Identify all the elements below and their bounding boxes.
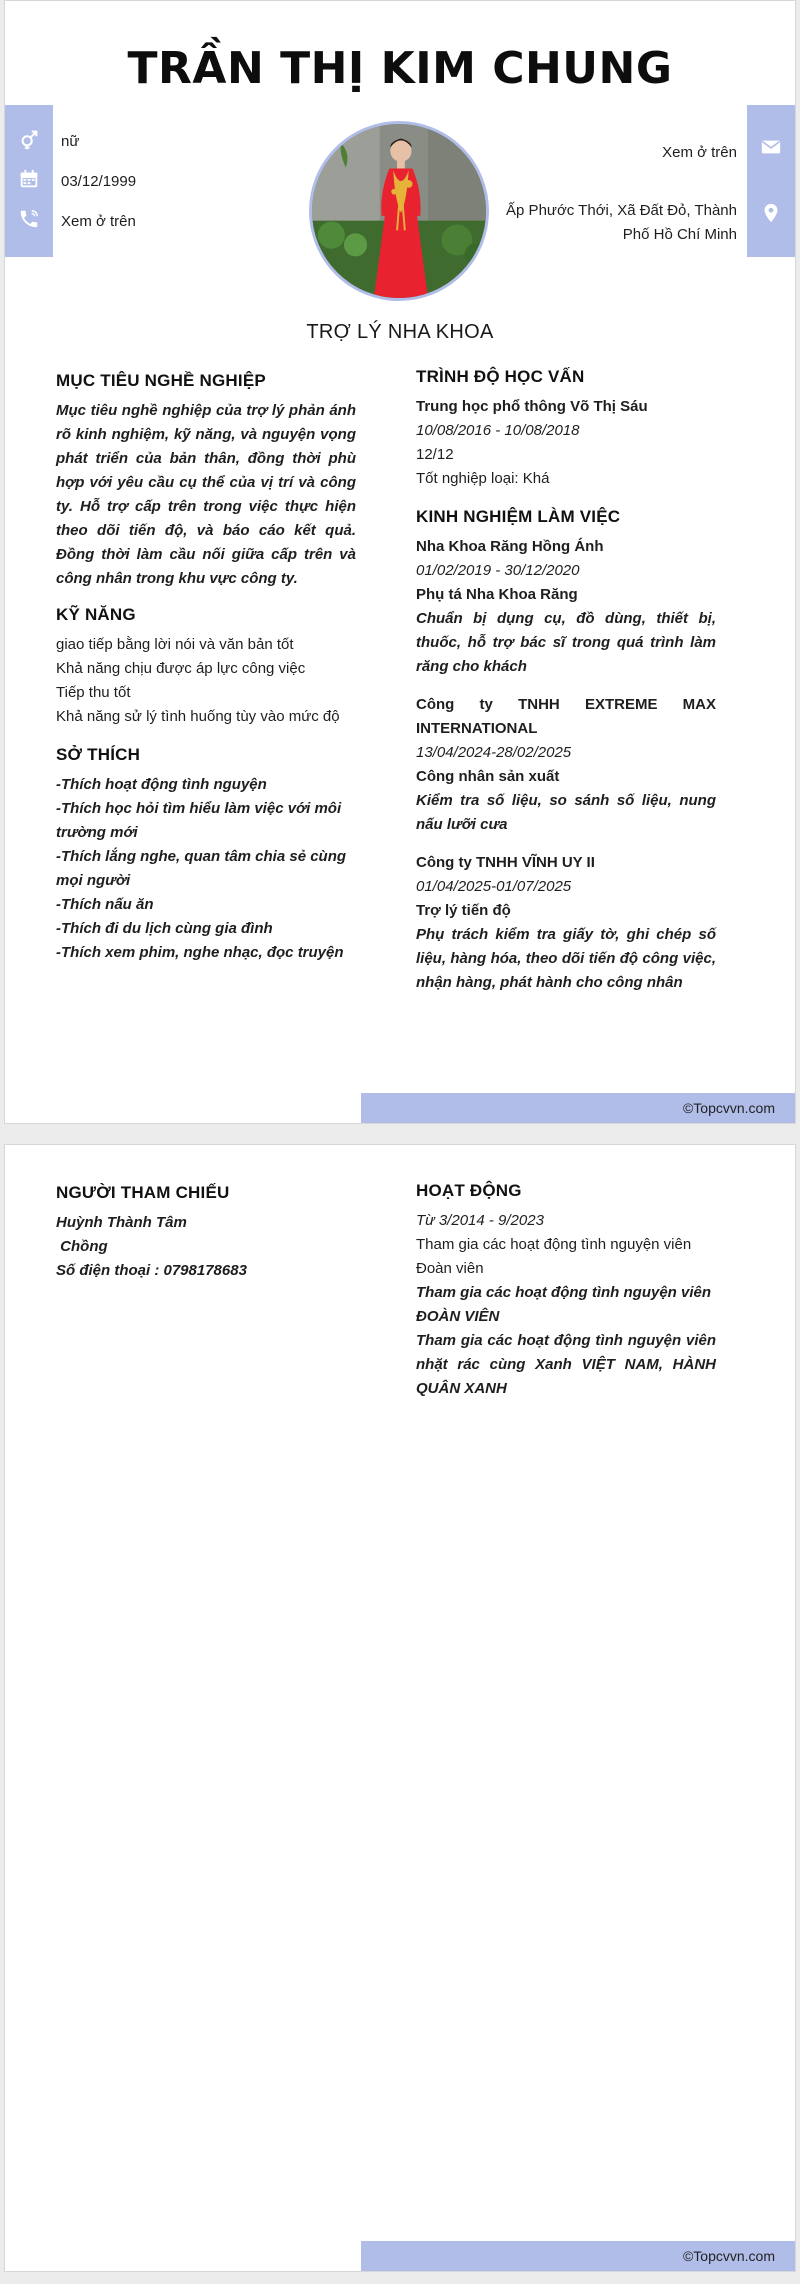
footer-watermark: ©Topcvvn.com xyxy=(361,1093,795,1123)
objective-text: Mục tiêu nghề nghiệp của trợ lý phản ánh rõ kinh nghiệm, kỹ năng, và nguyện vọng phát triển của bản thân, đồng thời phù hợp với yêu cầu cụ thể của vị trí và công ty. Hỗ trợ cấp trên trong việc thực hiện theo dõi tiến độ, và báo cáo kết quả. Đồng thời làm cầu nối giữa cấp trên và công nhân trong khu vực công ty. xyxy=(56,402,356,587)
skill-item: Khả năng sử lý tình huống tùy vào mức độ xyxy=(56,708,340,725)
activities-column xyxy=(416,1181,716,1401)
left-column xyxy=(56,371,356,965)
job-position: Công nhân sản xuất xyxy=(416,768,560,785)
reference-name: Huỳnh Thành Tâm xyxy=(56,1214,187,1231)
right-icon-strip xyxy=(747,105,795,257)
email-text: Xem ở trên xyxy=(662,144,737,161)
activity-line: Đoàn viên xyxy=(416,1260,484,1277)
objective-title: MỤC TIÊU NGHỀ NGHIỆP xyxy=(56,371,266,390)
skill-item: giao tiếp bằng lời nói và văn bản tốt xyxy=(56,636,294,653)
education-title: TRÌNH ĐỘ HỌC VẤN xyxy=(416,367,585,386)
skills-list xyxy=(56,633,356,729)
activity-bold: Tham gia các hoạt động tình nguyện viên ĐOÀN VIÊN xyxy=(416,1284,712,1325)
reference-phone: Số điện thoại : 0798178683 xyxy=(56,1262,247,1279)
job-description: Phụ trách kiểm tra giấy tờ, ghi chép số liệu, hàng hóa, theo dõi tiến độ công việc, nhận hàng, phát hành cho công nhân xyxy=(416,926,716,991)
hobby-item: -Thích nấu ăn xyxy=(56,896,154,913)
cv-page-2 xyxy=(4,1144,796,2272)
hobby-item: -Thích xem phim, nghe nhạc, đọc truyện xyxy=(56,944,344,961)
job-description: Kiểm tra số liệu, so sánh số liệu, nung nấu lưỡi cưa xyxy=(416,792,716,833)
hobbies-title: SỞ THÍCH xyxy=(56,745,141,764)
reference-relation: Chồng xyxy=(56,1238,108,1255)
job-company: Công ty TNHH VĨNH UY II xyxy=(416,854,595,871)
phone-icon xyxy=(17,207,41,231)
job-description: Chuẩn bị dụng cụ, đồ dùng, thiết bị, thuốc, hỗ trợ bác sĩ trong quá trình làm răng cho khách xyxy=(416,610,716,675)
education-dates: 10/08/2016 - 10/08/2018 xyxy=(416,422,580,439)
skills-title: KỸ NĂNG xyxy=(56,605,136,624)
job-dates: 01/04/2025-01/07/2025 xyxy=(416,878,572,895)
references-column xyxy=(56,1183,356,1283)
job-dates: 01/02/2019 - 30/12/2020 xyxy=(416,562,580,579)
education-school: Trung học phổ thông Võ Thị Sáu xyxy=(416,398,648,415)
hobbies-list xyxy=(56,773,356,965)
experience-title: KINH NGHIỆM LÀM VIỆC xyxy=(416,507,621,526)
left-icon-strip xyxy=(5,105,53,257)
activity-bold: Tham gia các hoạt động tình nguyện viên nhặt rác cùng Xanh VIỆT NAM, HÀNH QUÂN XANH xyxy=(416,1332,716,1397)
right-column xyxy=(416,367,716,995)
job-entry xyxy=(416,851,716,995)
cv-page-1 xyxy=(4,0,796,1124)
hobby-item: -Thích hoạt động tình nguyện xyxy=(56,776,267,793)
skill-item: Tiếp thu tốt xyxy=(56,684,131,701)
gender-text: nữ xyxy=(61,133,80,150)
job-entry xyxy=(416,693,716,837)
hobby-item: -Thích đi du lịch cùng gia đình xyxy=(56,920,273,937)
gender-icon xyxy=(17,127,41,151)
hobby-item: -Thích lắng nghe, quan tâm chia sẻ cùng mọi người xyxy=(56,848,347,889)
education-result: Tốt nghiệp loại: Khá xyxy=(416,470,550,487)
candidate-name: TRẦN THỊ KIM CHUNG xyxy=(127,43,673,94)
birthday-text: 03/12/1999 xyxy=(61,173,137,190)
footer-watermark: ©Topcvvn.com xyxy=(361,2241,795,2271)
job-company: Công ty TNHH EXTREME MAX INTERNATIONAL xyxy=(416,696,716,737)
activity-line: Tham gia các hoạt động tình nguyện viên xyxy=(416,1236,692,1253)
job-position: Phụ tá Nha Khoa Răng xyxy=(416,586,578,603)
address-line-1: Ấp Phước Thới, Xã Đất Đỏ, Thành xyxy=(506,202,737,219)
job-title: TRỢ LÝ NHA KHOA xyxy=(306,321,494,343)
activities-title: HOẠT ĐỘNG xyxy=(416,1181,522,1200)
job-company: Nha Khoa Răng Hồng Ánh xyxy=(416,538,604,555)
job-position: Trợ lý tiến độ xyxy=(416,902,511,919)
email-icon xyxy=(759,135,783,159)
education-grade: 12/12 xyxy=(416,446,454,463)
address-text xyxy=(506,199,737,247)
location-icon xyxy=(759,201,783,225)
job-dates: 13/04/2024-28/02/2025 xyxy=(416,744,572,761)
profile-photo xyxy=(309,121,489,301)
phone-text: Xem ở trên xyxy=(61,213,136,230)
activity-dates: Từ 3/2014 - 9/2023 xyxy=(416,1212,544,1229)
calendar-icon xyxy=(17,167,41,191)
job-entry xyxy=(416,535,716,679)
skill-item: Khả năng chịu được áp lực công việc xyxy=(56,660,306,677)
references-title: NGƯỜI THAM CHIẾU xyxy=(56,1183,230,1202)
address-line-2: Phố Hồ Chí Minh xyxy=(622,226,737,243)
hobby-item: -Thích học hỏi tìm hiểu làm việc với môi trường mới xyxy=(56,800,342,841)
